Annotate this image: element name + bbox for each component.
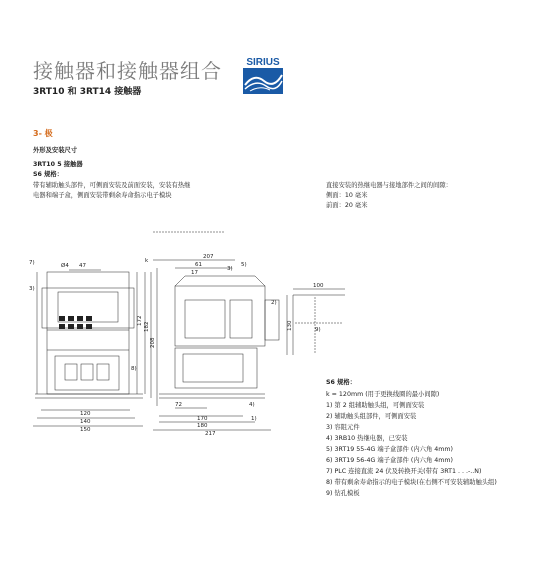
dim-180: 180 [197, 423, 208, 429]
dim-dia4: Ø4 [61, 263, 69, 269]
dim-120: 120 [80, 411, 91, 417]
dim-130: 130 [287, 320, 293, 331]
clearance-front: 前面：20 毫米 [326, 202, 368, 209]
side-callout-2: 2) [271, 300, 277, 306]
dim-150: 150 [80, 427, 91, 433]
front-view [35, 272, 143, 398]
note-item: 7) PLC 连接直流 24 伏及转换开关(带有 3RT1 . . .-..N) [326, 468, 482, 475]
dim-72: 72 [175, 402, 182, 408]
callout-7: 7) [29, 260, 35, 266]
side-callout-3: 3) [227, 266, 233, 272]
side-k-label: k [145, 258, 149, 264]
dim-182: 182 [144, 321, 150, 332]
side-callout-5: 5) [241, 262, 247, 268]
model-heading: 3RT10 5 接触器 [33, 161, 83, 168]
notes-k-line: k = 120mm (用于更换线圈的最小间隙) [326, 391, 440, 398]
dim-207: 207 [203, 254, 214, 260]
notes-block [326, 378, 497, 498]
note-item: 5) 3RT19 55-4G 端子盒部件 (内六角 4mm) [326, 446, 453, 453]
note-item: 2) 辅助触头组部件，可侧面安装 [326, 413, 417, 420]
clearance-heading: 直接安装的热继电器与接地部件之间的间隙： [326, 182, 452, 189]
logo-wordmark: SIRIUS [246, 57, 280, 68]
dim-100: 100 [313, 283, 324, 289]
side-dimensions [153, 232, 271, 430]
page-subtitle: 3RT10 和 3RT14 接触器 [33, 87, 142, 97]
callout-8: 8) [131, 366, 137, 372]
callout-3: 3) [29, 286, 35, 292]
mount-callout-9: 9) [315, 327, 321, 333]
dim-217: 217 [205, 431, 216, 437]
mounting-template [285, 283, 355, 363]
dim-17: 17 [191, 270, 198, 276]
dim-208: 208 [150, 337, 156, 348]
note-item: 4) 3RB10 热继电器，已安装 [326, 435, 408, 442]
page-title: 接触器和接触器组合 [33, 59, 222, 83]
note-item: 9) 钻孔模板 [326, 490, 360, 497]
note-item: 3) 容阻元件 [326, 424, 360, 431]
side-callout-1: 1) [251, 416, 257, 422]
front-terminals [59, 316, 92, 329]
section-label: 3- 极 [33, 129, 53, 138]
note-item: 1) 第 2 组辅助触头组，可侧面安装 [326, 402, 425, 409]
dim-140: 140 [80, 419, 91, 425]
description-line-2: 电器和端子盒，侧面安装带剩余寿命指示电子模块 [33, 192, 172, 199]
note-item: 8) 带有剩余寿命指示的电子模块(在右侧不可安装辅助触头组) [326, 479, 497, 486]
sirius-logo [242, 55, 284, 95]
front-dimensions [33, 268, 157, 426]
clearance-side: 侧面：10 毫米 [326, 192, 368, 199]
dimensions-heading: 外形及安装尺寸 [33, 147, 78, 154]
size-label: S6 规格： [33, 171, 63, 178]
notes-heading: S6 规格： [326, 379, 356, 386]
dim-47: 47 [79, 263, 86, 269]
dim-170: 170 [197, 416, 208, 422]
dim-61: 61 [195, 262, 202, 268]
side-view [159, 276, 279, 398]
note-item: 6) 3RT19 56-4G 端子盒部件 (内六角 4mm) [326, 457, 453, 464]
description-line-1: 带有辅助触头部件，可侧面安装及前面安装，安装有热继 [33, 182, 191, 189]
side-callout-4: 4) [249, 402, 255, 408]
dim-172: 172 [137, 315, 143, 326]
